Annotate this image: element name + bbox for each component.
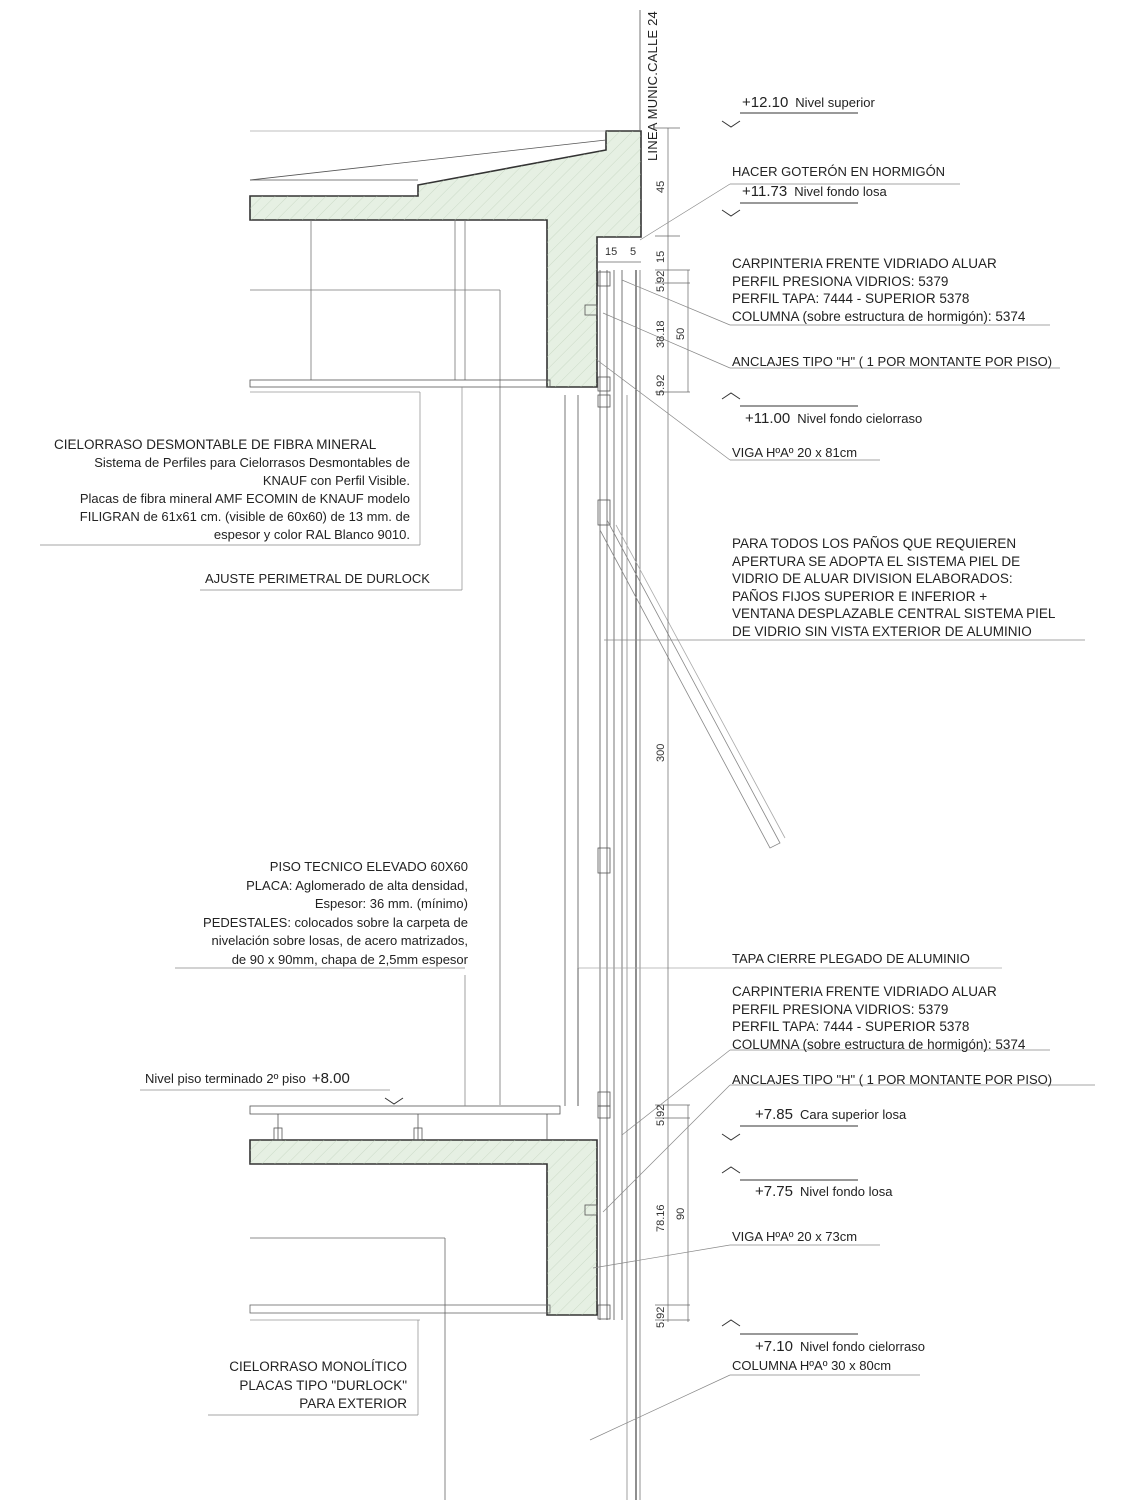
level-value: +7.85 — [755, 1106, 793, 1123]
note-line: PERFIL TAPA: 7444 - SUPERIOR 5378 — [732, 291, 970, 306]
dim-15-horizontal: 15 — [605, 246, 618, 258]
note-line: DE VIDRIO SIN VISTA EXTERIOR DE ALUMINIO — [732, 623, 1032, 639]
dim-300: 300 — [655, 743, 667, 762]
note-line: PEDESTALES: colocados sobre la carpeta de — [203, 914, 468, 930]
top-slab — [250, 131, 641, 387]
dim-38-18: 38.18 — [655, 320, 667, 348]
level-label: Nivel superior — [795, 95, 875, 110]
street-line-label: LINEA MUNIC.CALLE 24 — [645, 11, 660, 161]
level-floor-8-00 — [145, 1070, 357, 1087]
raised-floor — [250, 975, 560, 1140]
level-label: Cara superior losa — [799, 1107, 907, 1122]
note-line: VIDRIO DE ALUAR DIVISION ELABORADOS: — [732, 571, 1013, 586]
level-value: +11.73 — [742, 183, 788, 200]
dim-5-92-c: 5.92 — [655, 1104, 667, 1126]
note-anclajes-bottom: ANCLAJES TIPO "H" ( 1 POR MONTANTE POR PISO) — [732, 1072, 1053, 1087]
level-12-10 — [742, 94, 875, 111]
note-line: KNAUF con Perfil Visible. — [262, 473, 410, 488]
note-line: de 90 x 90mm, chapa de 2,5mm espesor — [231, 951, 468, 967]
dim-15-vertical: 15 — [655, 250, 667, 263]
note-ajuste-perimetral: AJUSTE PERIMETRAL DE DURLOCK — [205, 571, 430, 586]
dimension-lines — [597, 128, 690, 1322]
level-7-85 — [755, 1106, 906, 1123]
level-value: +11.00 — [745, 410, 791, 427]
note-line: COLUMNA (sobre estructura de hormigón): 5374 — [732, 308, 1026, 324]
note-tapa-cierre: TAPA CIERRE PLEGADO DE ALUMINIO — [732, 951, 970, 966]
dim-50: 50 — [675, 327, 687, 340]
note-goteron: HACER GOTERÓN EN HORMIGÓN — [732, 164, 946, 179]
note-line: Sistema de Perfiles para Cielorrasos Desmontables de — [94, 455, 410, 470]
level-label: Nivel fondo losa — [799, 1184, 893, 1199]
note-line: FILIGRAN de 61x61 cm. (visible de 60x60) de 13 mm. de — [79, 509, 410, 524]
note-line: PAÑOS FIJOS SUPERIOR E INFERIOR + — [732, 588, 988, 604]
level-value: +7.10 — [755, 1338, 793, 1355]
note-line: PARA EXTERIOR — [299, 1396, 407, 1411]
note-line: PLACAS TIPO "DURLOCK" — [239, 1377, 407, 1393]
note-line: APERTURA SE ADOPTA EL SISTEMA PIEL DE — [732, 553, 1021, 569]
note-cielorraso-desmontable — [30, 436, 410, 544]
note-line: PERFIL PRESIONA VIDRIOS: 5379 — [732, 1001, 949, 1017]
note-line: PLACA: Aglomerado de alta densidad, — [246, 877, 468, 893]
dim-90: 90 — [675, 1207, 687, 1220]
bottom-slab — [250, 1140, 597, 1315]
dim-5-92-b: 5.92 — [655, 374, 667, 396]
level-11-73 — [742, 183, 887, 200]
ceiling-top — [250, 220, 550, 1105]
level-11-00 — [745, 410, 922, 427]
level-label: Nivel fondo losa — [794, 184, 887, 199]
note-line: Espesor: 36 mm. (mínimo) — [314, 896, 468, 911]
level-label: Nivel fondo cielorraso — [797, 411, 923, 426]
level-7-10 — [755, 1338, 925, 1355]
dim-5: 5 — [630, 246, 637, 258]
level-label: Nivel fondo cielorraso — [799, 1339, 925, 1354]
note-line: nivelación sobre losas, de acero matrizados, — [211, 933, 468, 948]
note-line: VENTANA DESPLAZABLE CENTRAL SISTEMA PIEL — [732, 606, 1056, 621]
note-line: PARA TODOS LOS PAÑOS QUE REQUIEREN — [732, 536, 1017, 551]
note-carpinteria-bottom — [732, 983, 1025, 1053]
note-line: CARPINTERIA FRENTE VIDRIADO ALUAR — [732, 256, 997, 271]
note-piso-tecnico — [130, 858, 468, 969]
dim-78-16: 78.16 — [655, 1204, 667, 1232]
note-piel-vidrio — [732, 535, 1055, 640]
note-line: PERFIL TAPA: 7444 - SUPERIOR 5378 — [732, 1019, 970, 1034]
note-line: PISO TECNICO ELEVADO 60X60 — [269, 859, 468, 874]
note-columna: COLUMNA HºAº 30 x 80cm — [732, 1358, 892, 1373]
dim-45: 45 — [655, 180, 667, 193]
note-line: CIELORRASO DESMONTABLE DE FIBRA MINERAL — [54, 437, 377, 452]
note-carpinteria-top — [732, 255, 1025, 325]
note-line: PERFIL PRESIONA VIDRIOS: 5379 — [732, 273, 949, 289]
note-line: CARPINTERIA FRENTE VIDRIADO ALUAR — [732, 984, 997, 999]
level-7-75 — [755, 1183, 892, 1200]
note-cielorraso-monolitico — [150, 1358, 407, 1414]
note-line: espesor y color RAL Blanco 9010. — [213, 527, 410, 542]
level-value: +7.75 — [755, 1183, 793, 1200]
level-value: +8.00 — [311, 1070, 350, 1087]
note-line: CIELORRASO MONOLÍTICO — [229, 1359, 407, 1374]
note-anclajes-top: ANCLAJES TIPO "H" ( 1 POR MONTANTE POR PISO) — [732, 354, 1053, 369]
level-label: Nivel piso terminado 2º piso — [145, 1071, 306, 1086]
level-value: +12.10 — [742, 94, 789, 111]
dim-5-92-a: 5.92 — [655, 270, 667, 292]
note-line: COLUMNA (sobre estructura de hormigón): 5374 — [732, 1036, 1026, 1052]
dim-5-92-d: 5.92 — [655, 1306, 667, 1328]
note-line: Placas de fibra mineral AMF ECOMIN de KNAUF modelo — [79, 491, 410, 506]
note-viga-bottom: VIGA HºAº 20 x 73cm — [732, 1229, 858, 1244]
note-viga-top: VIGA HºAº 20 x 81cm — [732, 445, 858, 460]
